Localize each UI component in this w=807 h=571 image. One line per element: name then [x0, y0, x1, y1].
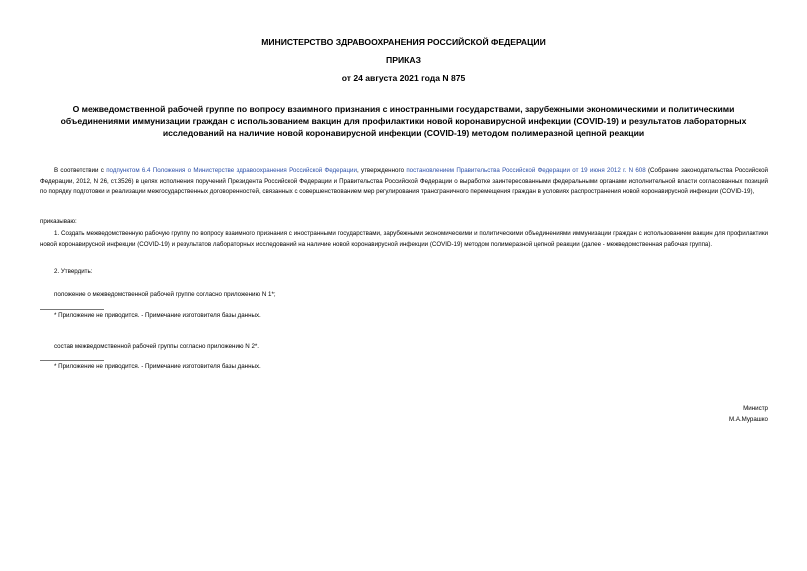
ministry-heading: МИНИСТЕРСТВО ЗДРАВООХРАНЕНИЯ РОССИЙСКОЙ ФЕДЕРАЦИИ — [261, 37, 546, 47]
preamble-text-2: , утвержденного — [356, 167, 407, 174]
order-word: приказываю: — [40, 218, 77, 225]
government-decree-link[interactable]: постановлением Правительства Российской Федерации от 19 июня 2012 г. N 608 — [406, 167, 646, 174]
footnote-1: * Приложение не приводится. - Примечание изготовителя базы данных. — [54, 312, 261, 319]
preamble-text-1: В соответствии с — [54, 167, 107, 174]
doc-type-heading: ПРИКАЗ — [386, 55, 421, 65]
signature-position: Министр — [743, 405, 768, 412]
approve-item-2: состав межведомственной рабочей группы согласно приложению N 2*. — [54, 343, 260, 350]
footnote-separator-2 — [40, 360, 104, 361]
regulation-link[interactable]: подпунктом 6.4 Положения о Министерстве здравоохранения Российской Федерации — [106, 167, 357, 174]
preamble-paragraph — [40, 166, 768, 198]
item-2-paragraph: 2. Утвердить: — [54, 268, 93, 275]
approve-item-1: положение о межведомственной рабочей группе согласно приложению N 1*; — [54, 291, 276, 298]
item-1-paragraph: 1. Создать межведомственную рабочую группу по вопросу взаимного признания с иностранными государствами, зарубежными экономическими и политическими объединениями иммунизации граждан с использованием вакцин для профилактики новой коронавирусной инфекции (COVID-19) и результатов лабораторных исследований на наличие новой коронавирусной инфекции (COVID-19) методом полимеразной цепной реакции (далее - межведомственная рабочая группа). — [40, 230, 768, 248]
footnote-2: * Приложение не приводится. - Примечание изготовителя базы данных. — [54, 363, 261, 370]
date-number: от 24 августа 2021 года N 875 — [341, 73, 466, 83]
preamble-text-3: (Собрание законодательства Российской Федерации, 2012, N 26, ст.3526) в целях исполнения поручений Президента Российской Федерации и Правительства Российской Федерации о выработке заинтересованными федеральными органами исполнительной власти согласованных позиций по порядку подготовки и реализации межгосударственных договоренностей, связанных с совершенствованием мер регулирования трансграничного перемещения граждан в условиях распространения новой коронавирусной инфекции (COVID-19), — [40, 167, 768, 196]
footnote-separator-1 — [40, 309, 104, 310]
signature-name: М.А.Мурашко — [728, 416, 768, 423]
document-title: О межведомственной рабочей группе по вопросу взаимного признания с иностранными государствами, зарубежными экономическими и политическими объединениями иммунизации граждан с использованием вакцин для профилактики новой коронавирусной инфекции (COVID-19) и результатов лабораторных исследований на наличие новой коронавирусной инфекции (COVID-19) методом полимеразной цепной реакции — [60, 104, 747, 138]
